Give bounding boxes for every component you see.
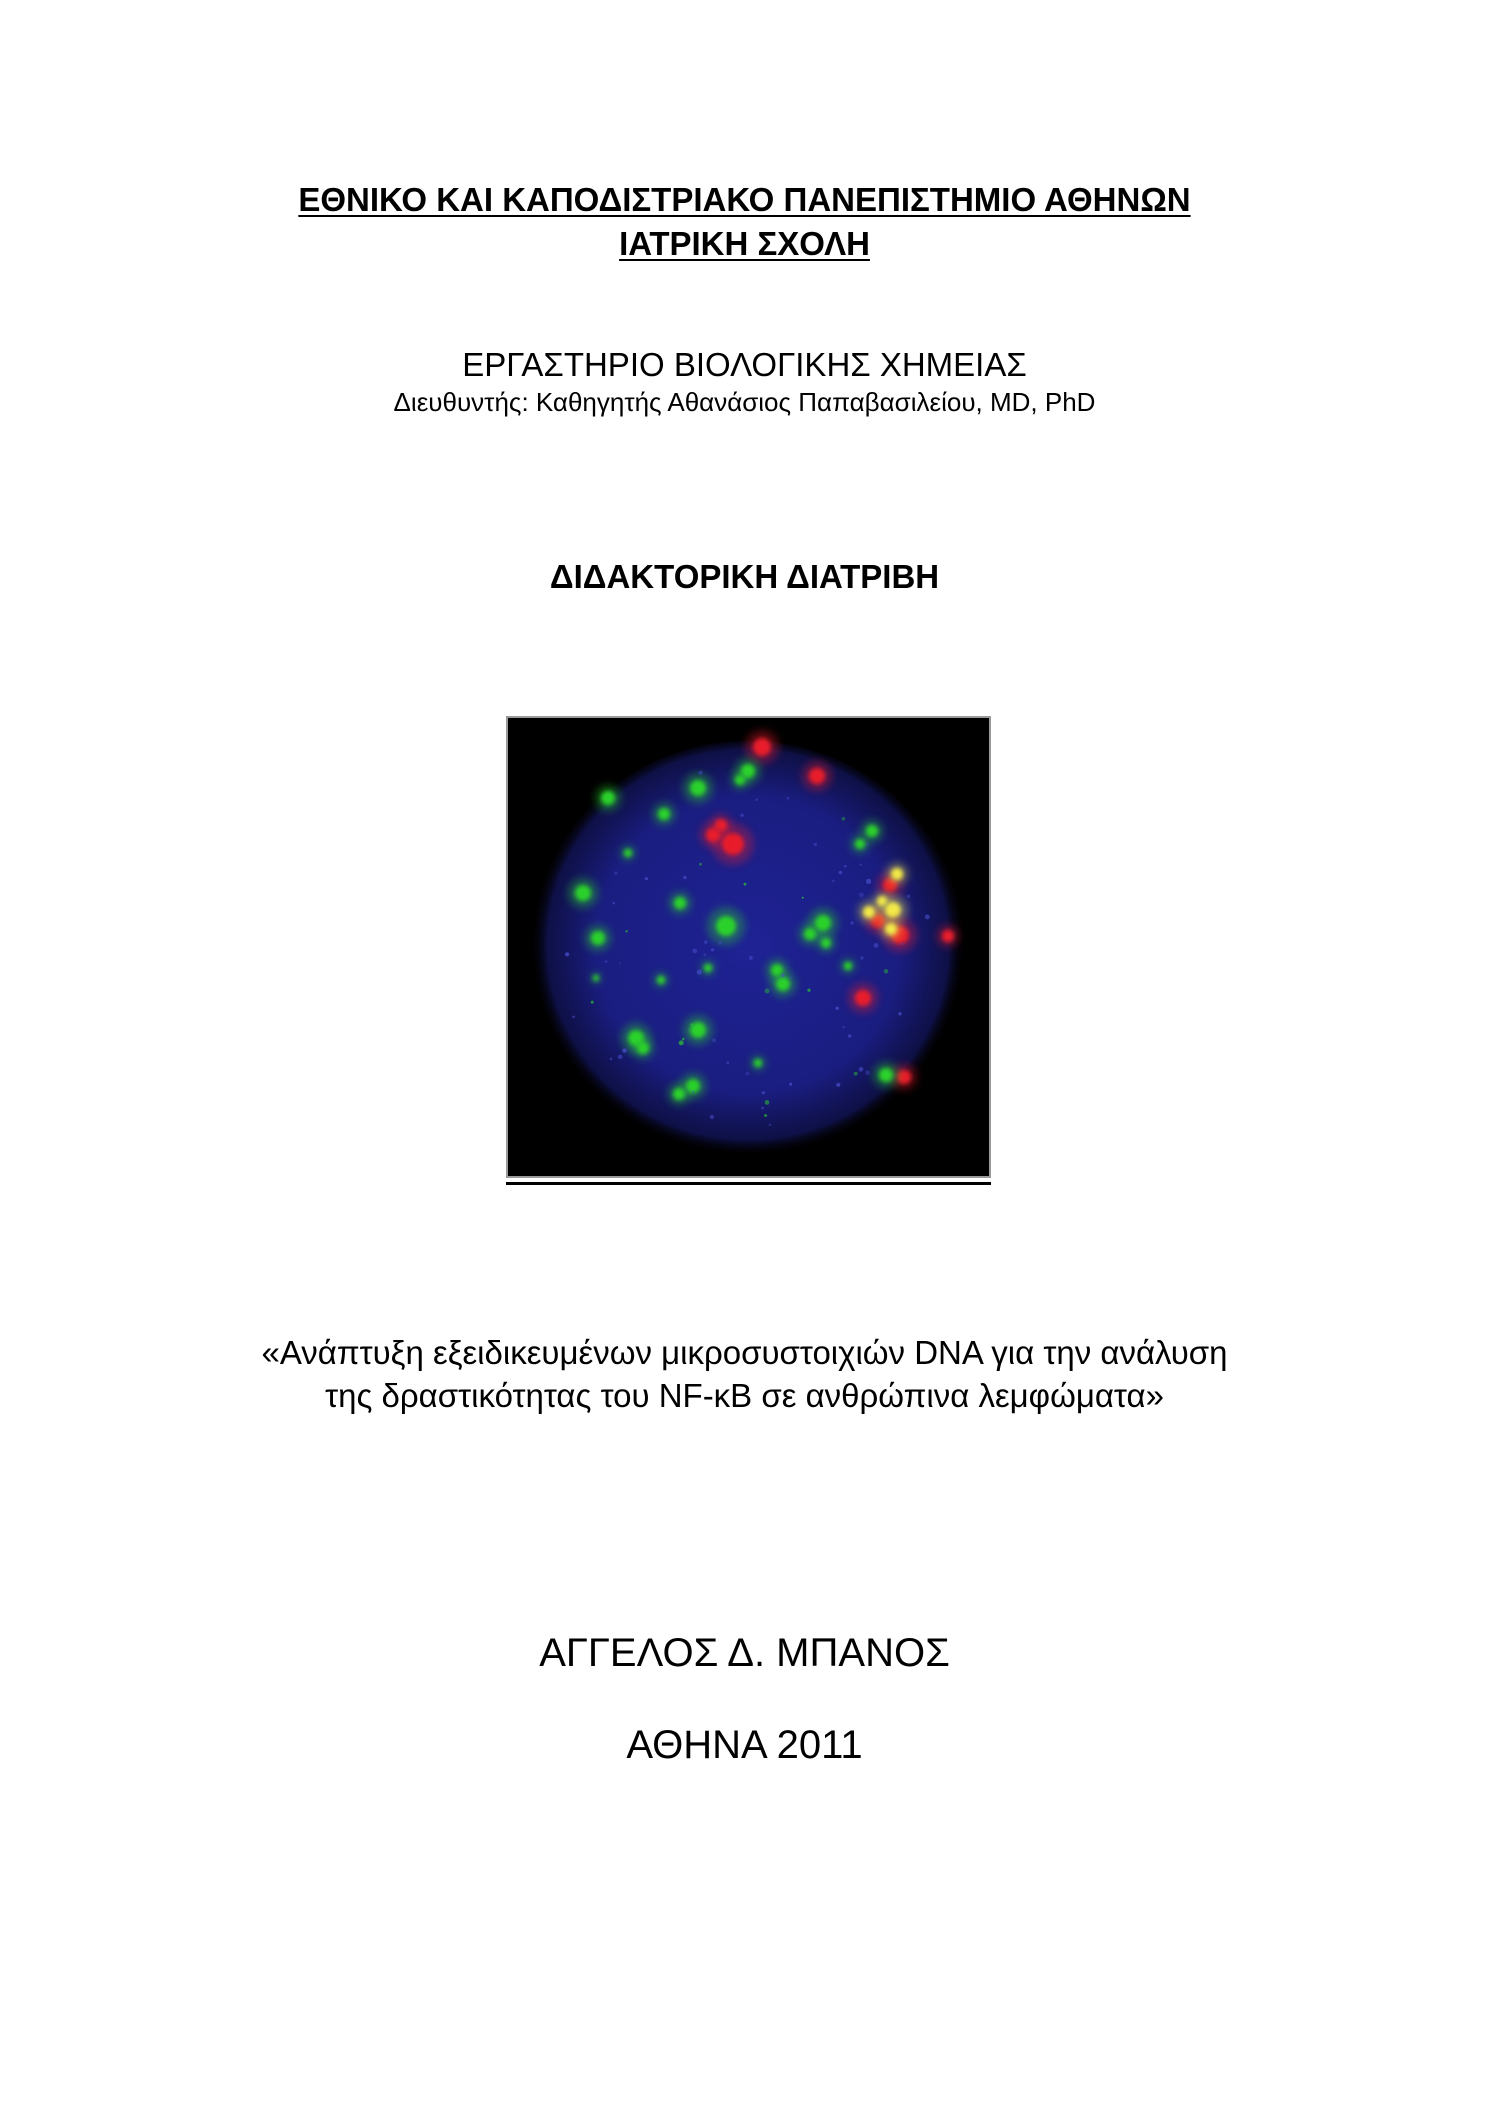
speckle: [679, 1040, 684, 1045]
fluorescence-nucleus-image: [508, 718, 989, 1176]
signal-spot: [716, 916, 736, 936]
speckle: [572, 1016, 575, 1019]
speckle: [781, 974, 784, 977]
signal-spot: [658, 808, 670, 820]
thesis-title-line-1: «Ανάπτυξη εξειδικευμένων μικροσυστοιχιών DNA για την ανάλυση: [261, 1334, 1228, 1371]
laboratory-director: Διευθυντής: Καθηγητής Αθανάσιος Παπαβασιλείου, MD, PhD: [393, 387, 1096, 417]
signal-spot: [637, 1042, 649, 1054]
signal-spot: [591, 931, 605, 945]
speckle: [699, 771, 703, 775]
signal-spot: [674, 897, 686, 909]
signal-spot: [715, 819, 727, 831]
speckle: [842, 817, 846, 821]
speckle: [907, 895, 910, 898]
speckle: [726, 1061, 729, 1064]
signal-spot: [844, 962, 852, 970]
speckle: [761, 1107, 764, 1110]
speckle: [859, 892, 864, 897]
figure-underline: [506, 1182, 991, 1185]
speckle: [769, 1124, 772, 1127]
speckle: [789, 1083, 792, 1086]
speckle: [710, 1115, 714, 1119]
speckle: [619, 962, 621, 964]
speckle: [613, 902, 615, 904]
signal-spot: [855, 990, 871, 1006]
nucleus: [530, 741, 966, 1165]
place-and-year: ΑΘΗΝΑ 2011: [626, 1723, 863, 1767]
speckle: [692, 1091, 694, 1093]
speckle: [764, 1114, 767, 1117]
speckle: [614, 871, 618, 875]
speckle: [814, 843, 817, 846]
speckle: [925, 915, 930, 920]
speckle: [807, 989, 810, 992]
speckle: [746, 1072, 750, 1076]
speckle: [850, 921, 853, 924]
speckle: [790, 976, 793, 979]
speckle: [848, 1034, 851, 1037]
speckle: [697, 970, 702, 975]
speckle: [618, 1055, 623, 1060]
signal-spot: [601, 791, 615, 805]
signal-spot: [855, 839, 865, 849]
speckle: [591, 1001, 594, 1004]
thesis-title-line-2: της δραστικότητας του NF-κB σε ανθρώπινα λεμφώματα»: [325, 1377, 1164, 1414]
speckle: [645, 877, 648, 880]
speckle: [765, 1100, 770, 1105]
signal-spot: [821, 938, 831, 948]
speckle: [854, 1072, 858, 1076]
speckle: [836, 1007, 839, 1010]
speckle: [874, 943, 879, 948]
signal-spot: [804, 928, 816, 940]
speckle: [762, 1091, 765, 1094]
speckle: [610, 1058, 613, 1061]
speckle: [898, 1012, 901, 1015]
speckle: [683, 876, 686, 879]
signal-spot: [866, 825, 878, 837]
speckle: [704, 940, 707, 943]
speckle: [832, 880, 835, 883]
speckle: [692, 949, 697, 954]
signal-spot: [704, 964, 712, 972]
speckle: [719, 942, 722, 945]
school-name: ΙΑΤΡΙΚΗ ΣΧΟΛΗ: [619, 225, 870, 262]
signal-spot: [877, 896, 887, 906]
speckle: [839, 871, 843, 875]
speckle: [703, 953, 706, 956]
speckle: [622, 1048, 626, 1052]
speckle: [699, 863, 702, 866]
speckle: [860, 864, 862, 866]
signal-spot: [879, 1068, 893, 1082]
signal-spot: [593, 975, 599, 981]
speckle: [866, 879, 871, 884]
speckle: [859, 1067, 864, 1072]
document-type: ΔΙΔΑΚΤΟΡΙΚΗ ΔΙΑΤΡΙΒΗ: [549, 558, 940, 595]
speckle: [842, 1026, 845, 1029]
signal-spot: [673, 1088, 685, 1100]
speckle: [901, 943, 903, 945]
cover-micrograph: [506, 716, 991, 1178]
signal-spot: [885, 923, 897, 935]
signal-spot: [809, 768, 825, 784]
speckle: [884, 969, 889, 974]
speckle: [836, 1083, 840, 1087]
laboratory-name: ΕΡΓΑΣΤΗΡΙΟ ΒΙΟΛΟΓΙΚΗΣ ΧΗΜΕΙΑΣ: [462, 346, 1027, 383]
speckle: [749, 956, 753, 960]
speckle: [605, 960, 607, 962]
signal-spot: [863, 906, 875, 918]
speckle: [740, 813, 744, 817]
signal-spot: [690, 780, 706, 796]
university-name: ΕΘΝΙΚΟ ΚΑΙ ΚΑΠΟΔΙΣΤΡΙΑΚΟ ΠΑΝΕΠΙΣΤΗΜΙΟ ΑΘΗΝΩΝ: [298, 181, 1191, 218]
signal-spot: [942, 930, 954, 942]
speckle: [755, 799, 757, 801]
speckle: [682, 1038, 685, 1041]
signal-spot: [657, 976, 665, 984]
speckle: [802, 897, 804, 899]
speckle: [860, 956, 864, 960]
signal-spot: [754, 1059, 762, 1067]
speckle: [690, 1023, 693, 1026]
signal-spot: [575, 885, 591, 901]
speckle: [844, 865, 847, 868]
signal-spot: [624, 849, 632, 857]
speckle: [865, 1070, 870, 1075]
signal-spot: [753, 738, 771, 756]
speckle: [787, 797, 790, 800]
speckle: [625, 930, 627, 932]
speckle: [711, 948, 714, 951]
speckle: [744, 883, 747, 886]
author-name: ΑΓΓΕΛΟΣ Δ. ΜΠΑΝΟΣ: [539, 1631, 950, 1675]
speckle: [765, 989, 770, 994]
speckle: [565, 952, 569, 956]
signal-spot: [891, 868, 903, 880]
signal-spot: [776, 977, 790, 991]
signal-spot: [741, 764, 755, 778]
speckle: [712, 1039, 716, 1043]
speckle: [866, 843, 868, 845]
